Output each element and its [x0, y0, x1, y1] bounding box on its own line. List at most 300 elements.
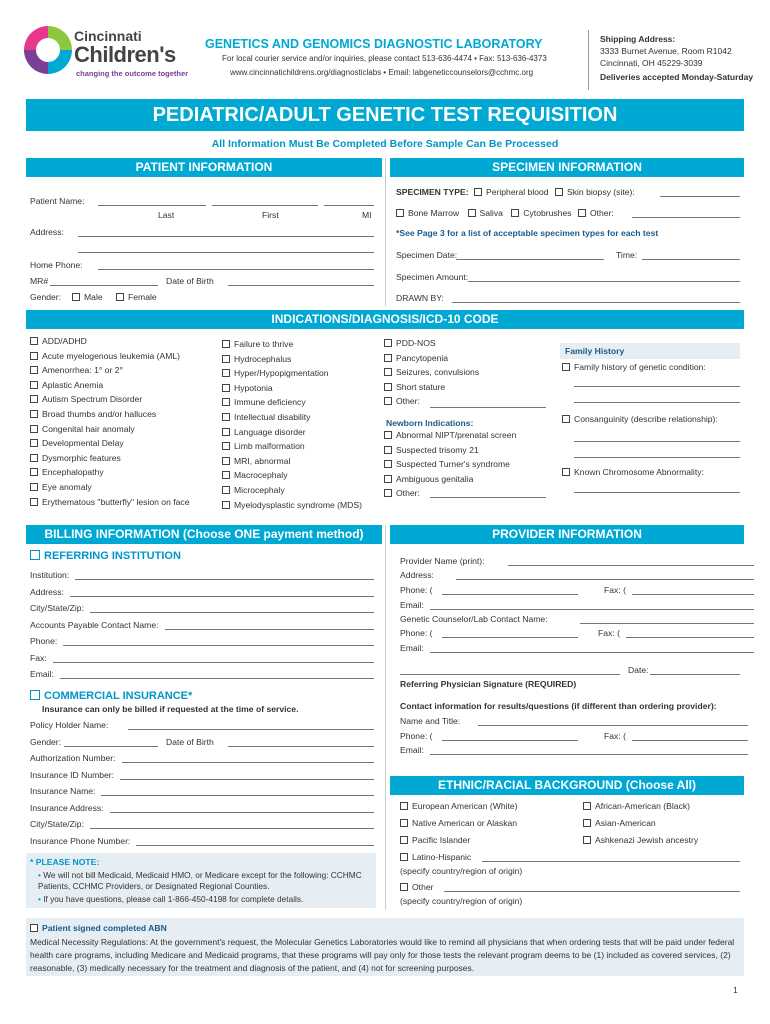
billing-ins-label: Insurance Phone Number:: [30, 835, 131, 846]
billing-ins-field[interactable]: [122, 753, 374, 763]
billing-ins-field[interactable]: [90, 819, 374, 829]
indication-label: Seizures, convulsions: [396, 367, 480, 378]
newborn-indication-label: Abnormal NIPT/prenatal screen: [396, 430, 517, 440]
indication-item[interactable]: [384, 396, 420, 406]
patient-name-label: Patient Name:: [30, 196, 85, 206]
shipping-line2: Cincinnati, OH 45229-3039: [600, 58, 703, 68]
billing-ref-label: Phone:: [30, 636, 58, 646]
saliva-label: Saliva: [479, 208, 503, 218]
indication-checkbox[interactable]: [222, 398, 230, 406]
abn-text: Medical Necessity Regulations: At the government's request, the Molecular Genetics Laboratories would like to remind all physicians that when ordering tests that will be paid under federal health care programs, including Medicare and Medicaid programs, that these programs will pay only for those tests the relevant program deems to be (1) included as covered services, (2) reasonable, (3) medically necessary for the treatment and diagnosis of the patient, and (4) not for screening purposes.: [30, 937, 735, 973]
family-history-checkbox[interactable]: [562, 363, 570, 371]
skin-label: Skin biopsy (site):: [566, 187, 635, 197]
indication-checkbox[interactable]: [30, 483, 38, 491]
billing-ref-label: Email:: [30, 669, 54, 679]
cyto-label: Cytobrushes: [523, 208, 572, 218]
indication-label: Pancytopenia: [396, 352, 449, 363]
ethnic-pacific[interactable]: [400, 835, 470, 845]
specimen-time-label: Time:: [616, 250, 638, 260]
indication-label: Hypotonia: [234, 382, 273, 393]
referring-label: REFERRING INSTITUTION: [44, 550, 181, 562]
indication-label: Immune deficiency: [234, 397, 306, 408]
gender-female[interactable]: [116, 292, 157, 302]
specify2: (specify country/region of origin): [400, 896, 523, 906]
vertical-divider-top: [385, 158, 386, 306]
billing-ref-field[interactable]: [165, 620, 375, 630]
form-subtitle: All Information Must Be Completed Before Sample Can Be Processed: [211, 138, 559, 150]
indication-item[interactable]: [30, 482, 92, 492]
newborn-indication-item[interactable]: [384, 474, 473, 484]
indication-item[interactable]: [222, 368, 329, 378]
indication-label: Language disorder: [234, 426, 306, 437]
asian-checkbox[interactable]: [583, 819, 591, 827]
billing-ref-field[interactable]: [63, 636, 374, 646]
indication-item[interactable]: [222, 412, 310, 422]
specimen-type-row2: [396, 208, 614, 218]
specimen-type-row: [396, 187, 635, 197]
chromosome-item[interactable]: [562, 467, 704, 477]
ins-dob-label: Date of Birth: [166, 737, 214, 747]
chromosome-checkbox[interactable]: [562, 468, 570, 476]
provider-fax-field[interactable]: [632, 585, 754, 595]
indication-item[interactable]: [30, 467, 104, 477]
indication-label: Encephalopathy: [42, 467, 104, 478]
provider-phone-label: [400, 585, 433, 595]
indication-label: Myelodysplastic syndrome (MDS): [234, 499, 362, 510]
drawn-by-label: DRAWN BY:: [396, 293, 444, 303]
bone-label: Bone Marrow: [408, 208, 460, 218]
indication-checkbox[interactable]: [222, 355, 230, 363]
male-checkbox[interactable]: [72, 293, 80, 301]
billing-ins-label: Authorization Number:: [30, 753, 116, 763]
billing-ref-label: City/State/Zip:: [30, 603, 84, 613]
indication-item[interactable]: [30, 453, 121, 463]
gc-phone-label: [400, 628, 433, 638]
indication-checkbox[interactable]: [222, 384, 230, 392]
please-note-label: * PLEASE NOTE:: [30, 857, 100, 867]
logo-mark-icon: [20, 22, 76, 80]
latino-label: Latino-Hispanic: [412, 852, 472, 862]
indication-label: Limb malformation: [234, 441, 305, 452]
indication-checkbox[interactable]: [384, 339, 392, 347]
indication-item[interactable]: [30, 424, 135, 434]
indication-item[interactable]: [222, 456, 290, 466]
policy-holder-label: Policy Holder Name:: [30, 720, 109, 730]
billing-ins-label: Insurance ID Number:: [30, 769, 115, 780]
abn-checkbox[interactable]: [30, 924, 38, 932]
patient-first-field[interactable]: [212, 196, 318, 206]
indication-item[interactable]: [30, 351, 180, 361]
signature-caption: Referring Physician Signature (REQUIRED): [400, 679, 577, 689]
gc-fax-label: Fax: (: [598, 628, 620, 638]
indication-checkbox[interactable]: [222, 501, 230, 509]
shipping-line1: 3333 Burnet Avenue, Room R1042: [600, 46, 732, 56]
european-checkbox[interactable]: [400, 802, 408, 810]
indication-label: Autism Spectrum Disorder: [42, 394, 143, 405]
referring-checkbox[interactable]: [30, 550, 40, 560]
contact-info-label: Contact information for results/questions (if different than ordering provider):: [400, 701, 717, 711]
indication-checkbox[interactable]: [384, 368, 392, 376]
provider-email-field[interactable]: [430, 600, 754, 610]
logo: [20, 22, 200, 82]
commercial-insurance[interactable]: [30, 690, 192, 702]
ins-gender-label: Gender:: [30, 737, 62, 747]
ethnic-asian[interactable]: [583, 818, 656, 828]
billing-ins-field[interactable]: [110, 803, 374, 813]
family-history-header: Family History: [560, 343, 740, 359]
address-field-2[interactable]: [78, 243, 374, 253]
contact-email-label: Email:: [400, 745, 424, 755]
indication-checkbox[interactable]: [30, 498, 38, 506]
european-label: European American (White): [412, 801, 518, 811]
ethnic-african[interactable]: [583, 801, 690, 811]
indication-item[interactable]: [384, 338, 436, 348]
indication-item[interactable]: [222, 500, 362, 510]
specimen-date-label: Specimen Date:: [396, 250, 458, 260]
shipping-label: Shipping Address:: [600, 34, 676, 44]
newborn-indication-item[interactable]: [384, 445, 479, 455]
indication-label: Congenital hair anomaly: [42, 423, 135, 434]
bone-checkbox[interactable]: [396, 209, 404, 217]
family-history-item[interactable]: [562, 362, 706, 372]
indication-checkbox[interactable]: [30, 410, 38, 418]
ins-gender-field[interactable]: [64, 737, 158, 747]
gc-email-field[interactable]: [430, 643, 754, 653]
indication-checkbox[interactable]: [222, 457, 230, 465]
indication-item[interactable]: [222, 470, 288, 480]
other-specimen-checkbox[interactable]: [578, 209, 586, 217]
deliveries: Deliveries accepted Monday-Saturday: [600, 72, 754, 82]
ethnic-latino[interactable]: [400, 852, 471, 862]
newborn-indication-item[interactable]: [384, 459, 510, 469]
indication-label: Aplastic Anemia: [42, 379, 104, 390]
first-caption: First: [262, 210, 279, 220]
indication-item[interactable]: [30, 409, 156, 419]
logo-tagline: changing the outcome together: [76, 69, 189, 78]
gc-name-field[interactable]: [580, 614, 754, 624]
ashkenazi-label: Ashkenazi Jewish ancestry: [595, 835, 699, 845]
specimen-type-label: SPECIMEN TYPE:: [396, 187, 469, 197]
date-label: Date:: [628, 665, 649, 675]
gc-email-label: Email:: [400, 643, 424, 653]
female-label: Female: [128, 292, 157, 302]
asian-label: Asian-American: [595, 818, 656, 828]
ins-dob-field[interactable]: [228, 737, 374, 747]
address-field-1[interactable]: [78, 227, 374, 237]
newborn-indication-checkbox[interactable]: [384, 446, 392, 454]
gc-fax-field[interactable]: [626, 628, 754, 638]
gc-name-label: Genetic Counselor/Lab Contact Name:: [400, 614, 548, 624]
other-ethnic-label: Other: [412, 882, 434, 892]
commercial-checkbox[interactable]: [30, 690, 40, 700]
billing-ref-field[interactable]: [60, 669, 374, 679]
lab-title: GENETICS AND GENOMICS DIAGNOSTIC LABORATORY: [205, 37, 543, 51]
abn-title: Patient signed completed ABN: [42, 923, 167, 933]
pacific-checkbox[interactable]: [400, 836, 408, 844]
chromosome-text: Known Chromosome Abnormality:: [574, 467, 704, 477]
newborn-indication-checkbox[interactable]: [384, 431, 392, 439]
note2-text: If you have questions, please call 1-866-450-4198 for complete details.: [43, 894, 304, 904]
billing-ins-label: City/State/Zip:: [30, 819, 84, 829]
commercial-label: COMMERCIAL INSURANCE*: [44, 690, 193, 702]
billing-ref-field[interactable]: [75, 570, 374, 580]
indication-item[interactable]: [30, 380, 103, 390]
indication-checkbox[interactable]: [30, 468, 38, 476]
indication-item[interactable]: [30, 336, 87, 346]
other-ethnic-checkbox[interactable]: [400, 883, 408, 891]
address-label: Address:: [30, 227, 64, 237]
indication-item[interactable]: [30, 438, 124, 448]
header-divider: [588, 30, 589, 90]
note2: • If you have questions, please call 1-866-450-4198 for complete details.: [38, 894, 304, 904]
indication-label: MRI, abnormal: [234, 455, 291, 466]
see-page-note: *See Page 3 for a list of acceptable specimen types for each test: [396, 228, 659, 238]
gender-label: Gender:: [30, 292, 62, 302]
indication-item[interactable]: [222, 383, 273, 393]
indication-label: Erythematous "butterfly" lesion on face: [42, 496, 190, 507]
african-checkbox[interactable]: [583, 802, 591, 810]
peripheral-label: Peripheral blood: [485, 187, 549, 197]
cyto-checkbox[interactable]: [511, 209, 519, 217]
indication-label: Hydrocephalus: [234, 353, 292, 364]
provider-email-label: Email:: [400, 600, 424, 610]
indication-checkbox[interactable]: [384, 397, 392, 405]
skin-checkbox[interactable]: [555, 188, 563, 196]
patient-mi-field[interactable]: [324, 196, 374, 206]
indication-checkbox[interactable]: [222, 486, 230, 494]
indication-label: ADD/ADHD: [42, 336, 87, 346]
skin-site-field[interactable]: [660, 187, 740, 197]
mi-caption: MI: [362, 210, 372, 220]
gender-male[interactable]: [72, 292, 103, 302]
specify1: (specify country/region of origin): [400, 866, 523, 876]
indication-checkbox[interactable]: [222, 413, 230, 421]
billing-ref-label: Fax:: [30, 652, 47, 663]
billing-ref-field[interactable]: [53, 653, 374, 663]
contact-fax-label: Fax: (: [604, 731, 626, 741]
indications-bar: INDICATIONS/DIAGNOSIS/ICD-10 CODE: [26, 310, 744, 329]
newborn-indication-label: Suspected Turner's syndrome: [396, 459, 510, 469]
family-history-text: Family history of genetic condition:: [574, 362, 706, 372]
family-history-field-1[interactable]: [574, 377, 740, 387]
consanguinity-field-1[interactable]: [574, 432, 740, 442]
chromosome-field[interactable]: [574, 483, 740, 493]
newborn-indication-item[interactable]: [384, 488, 420, 498]
note1: • We will not bill Medicaid, Medicaid HMO, or Medicare except for the following: CCHMC Patients, CCHMC Providers, or Designated Regional Counties.: [38, 870, 362, 891]
peripheral-checkbox[interactable]: [474, 188, 482, 196]
drawn-by-field[interactable]: [452, 293, 740, 303]
female-checkbox[interactable]: [116, 293, 124, 301]
ethnic-ashkenazi[interactable]: [583, 835, 698, 845]
indication-label: Failure to thrive: [234, 339, 294, 349]
signature-field[interactable]: [400, 665, 620, 675]
provider-bar: PROVIDER INFORMATION: [390, 525, 744, 544]
indication-checkbox[interactable]: [30, 454, 38, 462]
dob-field[interactable]: [228, 276, 374, 286]
family-history-field-2[interactable]: [574, 393, 740, 403]
contact-line1: For local courier service and/or inquiries, please contact 513-636-4474 • Fax: 513-636-4373: [222, 54, 547, 63]
indication-label: Amenorrhea: 1° or 2°: [42, 365, 123, 376]
indication-item[interactable]: [30, 497, 190, 507]
pacific-label: Pacific Islander: [412, 835, 471, 845]
latino-checkbox[interactable]: [400, 853, 408, 861]
native-checkbox[interactable]: [400, 819, 408, 827]
provider-name-label: Provider Name (print):: [400, 556, 485, 566]
contact-name-title-field[interactable]: [478, 716, 748, 726]
african-label: African-American (Black): [595, 801, 691, 811]
ethnic-native[interactable]: [400, 818, 517, 828]
ethnic-other[interactable]: [400, 882, 434, 892]
indication-checkbox[interactable]: [30, 366, 38, 374]
indication-checkbox[interactable]: [384, 354, 392, 362]
contact-phone-text: Phone: (: [400, 731, 433, 741]
latino-field[interactable]: [482, 852, 740, 862]
consanguinity-text: Consanguinity (describe relationship):: [574, 414, 718, 424]
indication-label: Microcephaly: [234, 485, 285, 495]
billing-bar: BILLING INFORMATION (Choose ONE payment method): [26, 525, 382, 544]
contact-phone-label: [400, 731, 433, 741]
abn-title-row[interactable]: [30, 923, 167, 933]
indication-checkbox[interactable]: [384, 383, 392, 391]
indication-item[interactable]: [222, 485, 285, 495]
native-label: Native American or Alaskan: [412, 818, 518, 828]
patient-info-bar: PATIENT INFORMATION: [26, 158, 382, 177]
indication-checkbox[interactable]: [30, 352, 38, 360]
provider-address-field-1[interactable]: [456, 570, 754, 580]
note1-text: We will not bill Medicaid, Medicaid HMO, or Medicare except for the following: CCHMC Patients, CCHMC Providers, or Designated Regional Counties.: [38, 870, 362, 891]
indication-label: Eye anomaly: [42, 482, 92, 492]
consanguinity-item[interactable]: [562, 414, 718, 424]
signature-date-field[interactable]: [650, 665, 740, 675]
provider-fax-label: Fax: (: [604, 585, 626, 595]
indication-checkbox[interactable]: [222, 471, 230, 479]
indication-label: Hyper/Hypopigmentation: [234, 368, 329, 379]
billing-ref-label: Accounts Payable Contact Name:: [30, 619, 159, 630]
logo-line2: Children's: [74, 42, 176, 67]
indication-item[interactable]: [384, 382, 445, 392]
ethnic-bar: ETHNIC/RACIAL BACKGROUND (Choose All): [390, 776, 744, 795]
indication-label: Macrocephaly: [234, 470, 288, 481]
home-phone-field[interactable]: [98, 260, 374, 270]
mr-field[interactable]: [50, 276, 158, 286]
contact-name-title-label: Name and Title:: [400, 716, 461, 726]
billing-ins-label: Insurance Address:: [30, 802, 104, 813]
ethnic-european[interactable]: [400, 801, 518, 811]
specimen-amount-field[interactable]: [468, 272, 740, 282]
newborn-indication-checkbox[interactable]: [384, 489, 392, 497]
last-caption: Last: [158, 210, 175, 220]
provider-name-field[interactable]: [508, 556, 754, 566]
indication-item[interactable]: [222, 397, 306, 407]
newborn-indication-label: Suspected trisomy 21: [396, 444, 479, 455]
indication-label: Developmental Delay: [42, 438, 124, 449]
indication-item[interactable]: [222, 427, 306, 437]
page-number: 1: [733, 985, 738, 995]
newborn-indication-checkbox[interactable]: [384, 460, 392, 468]
consanguinity-checkbox[interactable]: [562, 415, 570, 423]
provider-phone-field[interactable]: [442, 585, 578, 595]
provider-phone-text: Phone: (: [400, 585, 433, 595]
specimen-time-field[interactable]: [642, 250, 740, 260]
indication-checkbox[interactable]: [222, 340, 230, 348]
dob-label: Date of Birth: [166, 276, 214, 286]
indication-item[interactable]: [222, 441, 305, 451]
contact-email-field[interactable]: [430, 745, 748, 755]
billing-ins-field[interactable]: [101, 786, 374, 796]
contact-line2: www.cincinnatichildrens.org/diagnosticlabs • Email: labgeneticcounselors@cchmc.org: [230, 68, 534, 77]
commercial-note: Insurance can only be billed if requested at the time of service.: [42, 704, 299, 714]
billing-ins-field[interactable]: [120, 770, 374, 780]
saliva-checkbox[interactable]: [468, 209, 476, 217]
indication-item[interactable]: [384, 367, 479, 377]
billing-ref-label: Address:: [30, 586, 64, 597]
indication-checkbox[interactable]: [30, 337, 38, 345]
logo-line1: Cincinnati: [74, 28, 142, 44]
form-title: PEDIATRIC/ADULT GENETIC TEST REQUISITION: [26, 99, 744, 131]
billing-ref-field[interactable]: [70, 587, 374, 597]
consanguinity-field-2[interactable]: [574, 448, 740, 458]
other-indication-field[interactable]: [430, 398, 546, 408]
newborn-indication-checkbox[interactable]: [384, 475, 392, 483]
indication-checkbox[interactable]: [30, 439, 38, 447]
newborn-label: Newborn Indications:: [386, 418, 474, 428]
ashkenazi-checkbox[interactable]: [583, 836, 591, 844]
newborn-indication-label: Other:: [396, 488, 420, 498]
indication-checkbox[interactable]: [222, 369, 230, 377]
indication-label: Short stature: [396, 381, 446, 392]
other-ethnic-field[interactable]: [444, 882, 740, 892]
indication-item[interactable]: [384, 353, 448, 363]
indication-label: Dysmorphic features: [42, 452, 121, 463]
newborn-indication-item[interactable]: [384, 430, 516, 440]
newborn-indication-label: Ambiguous genitalia: [396, 473, 474, 484]
other-specimen-label: Other:: [589, 208, 614, 218]
indication-label: Broad thumbs and/or halluces: [42, 409, 157, 419]
indication-item[interactable]: [222, 354, 291, 364]
specimen-date-field[interactable]: [456, 250, 604, 260]
policy-holder-field[interactable]: [128, 720, 374, 730]
home-phone-label: Home Phone:: [30, 260, 83, 270]
indication-label: Other:: [396, 396, 420, 407]
indication-label: Intellectual disability: [234, 412, 311, 422]
indication-checkbox[interactable]: [222, 442, 230, 450]
billing-ref-field[interactable]: [90, 603, 374, 613]
patient-last-field[interactable]: [98, 196, 206, 206]
gc-phone-field[interactable]: [442, 628, 578, 638]
billing-ref-label: Institution:: [30, 570, 70, 580]
indication-item[interactable]: [30, 394, 142, 404]
vertical-divider-bottom: [385, 525, 386, 910]
indication-item[interactable]: [30, 365, 123, 375]
newborn-other-field[interactable]: [430, 488, 546, 498]
indication-label: PDD-NOS: [396, 338, 436, 348]
indication-checkbox[interactable]: [30, 381, 38, 389]
indication-checkbox[interactable]: [30, 395, 38, 403]
indication-item[interactable]: [222, 339, 293, 349]
indication-checkbox[interactable]: [222, 428, 230, 436]
referring-institution[interactable]: [30, 550, 181, 562]
indication-checkbox[interactable]: [30, 425, 38, 433]
contact-fax-field[interactable]: [632, 731, 748, 741]
mr-label: MR#: [30, 276, 49, 286]
other-specimen-field[interactable]: [632, 208, 740, 218]
male-label: Male: [84, 292, 103, 302]
billing-ins-field[interactable]: [136, 836, 374, 846]
specimen-amount-label: Specimen Amount:: [396, 272, 469, 282]
contact-phone-field[interactable]: [442, 731, 578, 741]
indication-label: Acute myelogenous leukemia (AML): [42, 350, 181, 361]
billing-ins-label: Insurance Name:: [30, 786, 96, 796]
